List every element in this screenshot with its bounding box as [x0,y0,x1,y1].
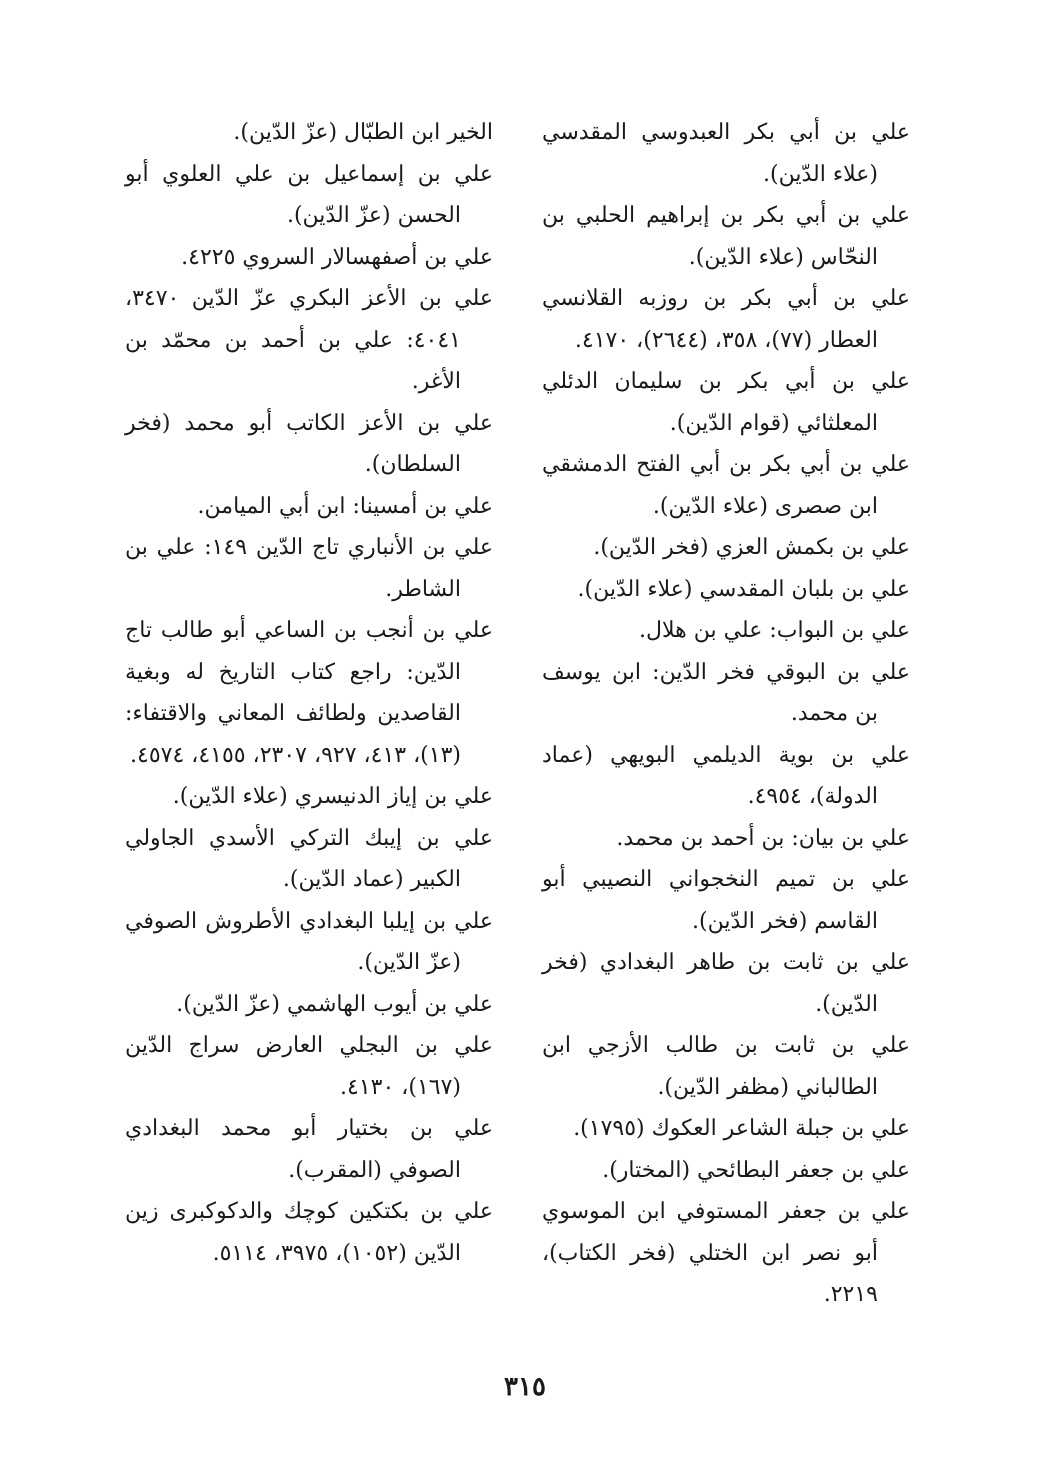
index-entry: علي بن إياز الدنيسري (علاء الدّين). [172,784,493,809]
page-number: ٣١٥ [504,1372,546,1402]
right-column [125,112,493,1316]
index-entry: علي بن أيوب الهاشمي (عزّ الدّين). [176,991,493,1017]
index-entry: علي بن أمسينا: ابن أبي الميامن. [197,493,493,519]
index-entry: علي بن تميم النخجواني النصيبي أبو القاسم (فخر الدّين). [542,867,910,934]
index-entry: علي بن أصفهسالار السروي ٤٢٢٥. [181,244,493,270]
index-entry: علي بن أبي بكر العبدوسي المقدسي (علاء الدّين). [542,120,910,187]
index-entry: علي بن أبي بكر بن أبي الفتح الدمشقي ابن صصرى (علاء الدّين). [542,452,910,519]
index-entry: علي بن الأعز الكاتب أبو محمد (فخر السلطان). [125,410,493,477]
left-column [542,112,910,1316]
index-entry: علي بن بكمش العزي (فخر الدّين). [593,535,910,560]
index-entry: علي بن جبلة الشاعر العكوك (١٧٩٥). [573,1116,910,1141]
index-entry: علي بن ثابت بن طالب الأزجي ابن الطالباني (مظفر الدّين). [542,1033,910,1100]
index-entry: علي بن الأعز البكري عزّ الدّين ٣٤٧٠، ٤٠٤١: علي بن أحمد بن محمّد بن الأغر. [125,286,493,394]
index-entry: علي بن بيان: بن أحمد بن محمد. [616,825,910,851]
index-columns [125,112,910,1316]
index-entry: علي بن بلبان المقدسي (علاء الدّين). [577,576,910,602]
index-entry: علي بن بختيار أبو محمد البغدادي الصوفي (المقرب). [125,1116,493,1183]
index-entry: علي بن جعفر البطائحي (المختار). [602,1157,910,1183]
index-entry: علي بن الأنباري تاج الدّين ١٤٩: علي بن الشاطر. [125,535,494,602]
index-entry: علي بن أبي بكر بن إبراهيم الحلبي بن النحّاس (علاء الدّين). [542,203,910,270]
index-entry: علي بن أبي بكر بن سليمان الدئلي المعلثائي (قوام الدّين). [542,369,910,436]
index-entry: علي بن البوقي فخر الدّين: ابن يوسف بن محمد. [542,659,910,726]
index-entry: علي بن بكتكين كوچك والدكوكبرى زين الدّين (١٠٥٢)، ٣٩٧٥، ٥١١٤. [125,1199,493,1266]
index-entry: علي بن البواب: علي بن هلال. [639,618,910,643]
index-entry: علي بن أنجب بن الساعي أبو طالب تاج الدّين: راجع كتاب التاريخ له وبغية القاصدين ولطائف المعاني والاقتفاء: (١٣)، ٤١٣، ٩٢٧، ٢٣٠٧، ٤١٥٥، ٤٥٧٤. [125,618,493,768]
index-entry: علي بن بوية الديلمي البويهي (عماد الدولة)، ٤٩٥٤. [542,742,910,809]
index-entry: علي بن البجلي العارض سراج الدّين (١٦٧)، ٤١٣٠. [125,1033,493,1100]
index-entry: علي بن جعفر المستوفي ابن الموسوي أبو نصر ابن الختلي (فخر الكتاب)، ٢٢١٩. [542,1199,910,1307]
index-entry: الخير ابن الطبّال (عزّ الدّين). [233,120,493,145]
index-entry: علي بن ثابت بن طاهر البغدادي (فخر الدّين). [542,950,910,1017]
index-entry: علي بن إيلبا البغدادي الأطروش الصوفي (عزّ الدّين). [125,908,493,975]
index-entry: علي بن إيبك التركي الأسدي الجاولي الكبير (عماد الدّين). [125,825,493,892]
index-entry: علي بن أبي بكر بن روزبه القلانسي العطار (٧٧)، ٣٥٨، (٢٦٤٤)، ٤١٧٠. [542,286,910,353]
index-entry: علي بن إسماعيل بن علي العلوي أبو الحسن (عزّ الدّين). [125,161,493,228]
